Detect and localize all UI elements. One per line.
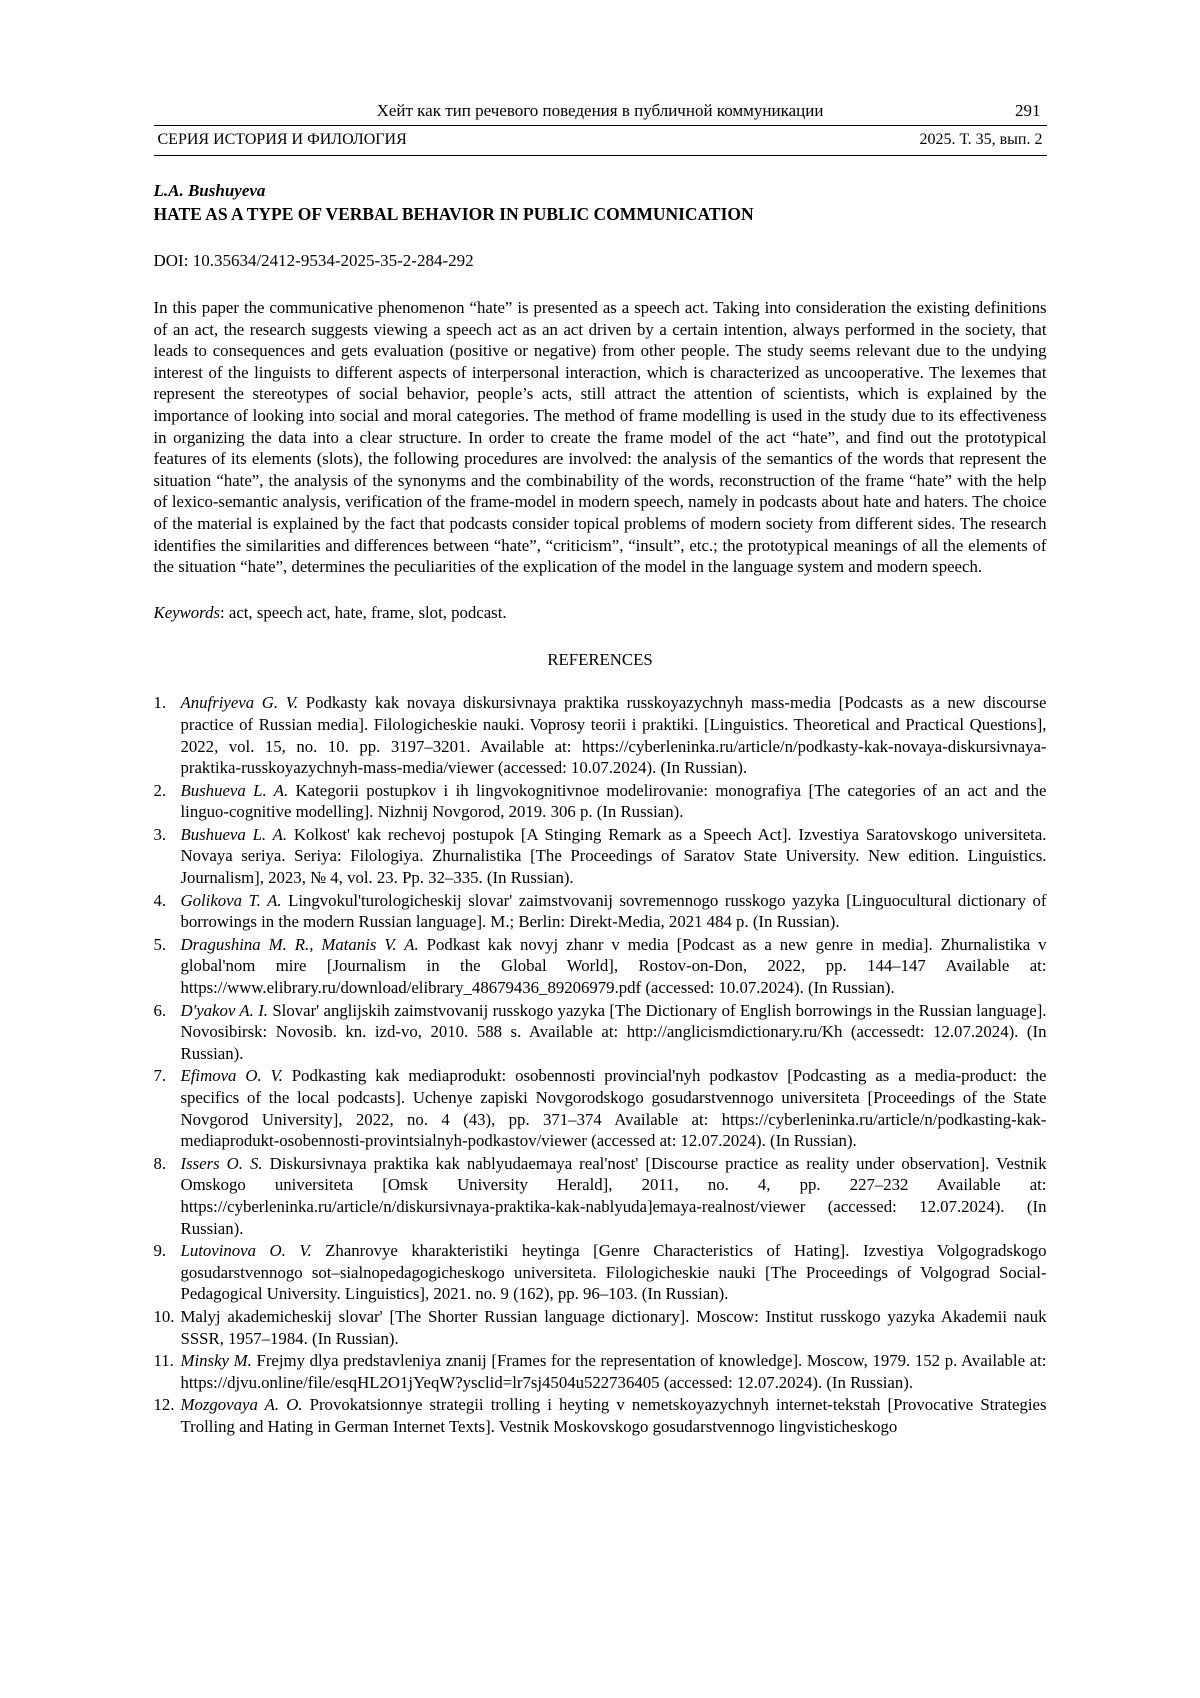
reference-item — [154, 1153, 1047, 1239]
reference-number: 5. — [153, 934, 167, 954]
reference-text: Diskursivnaya praktika kak nablyudaemaya real'nost' [Discourse practice as reality under observation]. Vestnik Omskogo universiteta [Omsk University Herald], 2011, no. 4, pp. 227–232 Available at: https://cyberleninka.ru/article/n/diskursivnaya-praktika-kak-nablyuda]emaya-realnost/viewer (accessed: 12.07.2024). (In Russian). — [180, 1153, 1047, 1238]
keywords-text: : act, speech act, hate, frame, slot, podcast. — [220, 602, 507, 622]
reference-text: Lingvokul'turologicheskij slovar' zaimstvovanij sovremennogo russkogo yazyka [Linguocultural dictionary of borrowings in the modern Russian language]. M.; Berlin: Direkt-Media, 2021 484 p. (In Russian). — [180, 890, 1047, 932]
reference-number: 12. — [153, 1395, 175, 1415]
reference-item — [154, 1240, 1047, 1305]
reference-number: 9. — [153, 1241, 167, 1261]
running-title: Хейт как тип речевого поведения в публичной коммуникации — [376, 101, 824, 120]
reference-text: Malyj akademicheskij slovar' [The Shorter Russian language dictionary]. Moscow: Institut russkogo yazyka Akademii nauk SSSR, 1957–1984. (In Russian). — [180, 1306, 1047, 1348]
reference-text: Frejmy dlya predstavleniya znanij [Frames for the representation of knowledge]. Moscow, 1979. 152 p. Available at: https://djvu.online/file/esqHL2O1jYeqW?ysclid=lr7sj4504u522736405 (accessed: 12.07.2024). (In Russian). — [180, 1351, 1047, 1392]
reference-text: Podkast kak novyj zhanr v media [Podcast as a new genre in media]. Zhurnalistika v global'nom mire [Journalism in the Global World], Rostov-on-Don, 2022, pp. 144–147 Available at: https://www.elibrary.ru/download/elibrary_48679436_89206979.pdf (accessed: 10.07.2024). (In Russian). — [180, 934, 1047, 998]
reference-authors: Anufriyeva G. V. — [180, 693, 299, 713]
reference-number: 1. — [153, 693, 167, 713]
reference-authors: Golikova T. A. — [180, 890, 282, 910]
reference-text: Slovar' anglijskih zaimstvovanij russkogo yazyka [The Dictionary of English borrowings in the Russian language]. Novosibirsk: Novosib. kn. izd-vo, 2010. 588 s. Available at: http://anglicismdictionary.ru/Kh (accessedt: 12.07.2024). (In Russian). — [180, 1000, 1047, 1063]
reference-authors: Issers O. S. — [180, 1153, 263, 1173]
reference-authors: Dragushina M. R., Matanis V. A. — [180, 934, 419, 954]
reference-text: Zhanrovye kharakteristiki heytinga [Genre Characteristics of Hating]. Izvestiya Volgogradskogo gosudarstvennogo sot–sialnopedagogicheskogo universiteta. Filologicheskie nauki [The Proceedings of Volgograd Social-Pedagogical University. Linguistics], 2021. no. 9 (162), pp. 96–103. (In Russian). — [180, 1241, 1047, 1304]
reference-authors: Minsky M. — [180, 1351, 252, 1371]
reference-item — [154, 890, 1047, 933]
reference-item — [154, 824, 1047, 889]
reference-item — [154, 934, 1047, 999]
keywords-line — [154, 602, 1047, 624]
reference-number: 11. — [153, 1351, 174, 1371]
reference-item — [154, 1065, 1047, 1151]
reference-text: Kategorii postupkov i ih lingvokognitivnoe modelirovanie: monografiya [The categories of an act and the linguo-cognitive modelling]. Nizhnij Novgorod, 2019. 306 p. (In Russian). — [180, 780, 1047, 822]
reference-text: Kolkost' kak rechevoj postupok [A Stinging Remark as a Speech Act]. Izvestiya Saratovskogo universiteta. Novaya seriya. Seriya: Filologiya. Zhurnalistika [The Proceedings of Saratov State University. New edition. Linguistics. Journalism], 2023, № 4, vol. 23. Pp. 32–335. (In Russian). — [180, 824, 1047, 888]
reference-number: 4. — [153, 890, 167, 910]
reference-authors: Bushueva L. A. — [180, 824, 288, 844]
series-row — [154, 126, 1047, 156]
article-author: L.A. Bushuyeva — [153, 181, 266, 200]
references-list — [154, 692, 1047, 1437]
reference-number: 2. — [153, 780, 167, 800]
abstract-paragraph: In this paper the communicative phenomenon “hate” is presented as a speech act. Taking into consideration the existing definitions of an act, the research suggests viewing a speech act as an act driven by a certain intention, always performed in the society, that leads to consequences and gets evaluation (positive or negative) from other people. The study seems relevant due to the undying interest of the linguists to different aspects of interpersonal interaction, which is characterized as uncooperative. The lexemes that represent the stereotypes of social behavior, people’s acts, still attract the attention of scientists, which is explained by the importance of looking into social and moral categories. The method of frame modelling is used in the study due to its effectiveness in organizing the data into a clear structure. In order to create the frame model of the act “hate”, and find out the prototypical features of its elements (slots), the following procedures are involved: the analysis of the semantics of the words that represent the situation “hate”, the analysis of the synonyms and the combinability of the words, reconstruction of the frame “hate” with the help of lexico-semantic analysis, verification of the frame-model in modern speech, namely in podcasts about hate and haters. The choice of the material is explained by the fact that podcasts consider topical problems of modern society from different sides. The research identifies the similarities and differences between “hate”, “criticism”, “insult”, etc.; the prototypical meanings of all the elements of the situation “hate”, determines the peculiarities of the explication of the model in the language system and modern speech. — [153, 298, 1047, 577]
series-name: СЕРИЯ ИСТОРИЯ И ФИЛОЛОГИЯ — [157, 131, 407, 148]
reference-text: Podkasting kak mediaprodukt: osobennosti provincial'nyh podkastov [Podcasting as a media-product: the specifics of the local podcasts]. Uchenye zapiski Novgorodskogo gosudarstvennogo universiteta [Proceedings of the State Novgorod University], 2022, no. 4 (43), pp. 371–374 Available at: https://cyberleninka.ru/article/n/podkasting-kak-mediaprodukt-osobennosti-provintsialnyh-podkastov/viewer (accessed at: 12.07.2024). (In Russian). — [180, 1066, 1047, 1151]
issue-info: 2025. Т. 35, вып. 2 — [919, 131, 1043, 148]
reference-item — [154, 1350, 1047, 1393]
article-doi: DOI: 10.35634/2412-9534-2025-35-2-284-292 — [153, 251, 474, 270]
reference-number: 3. — [153, 824, 167, 844]
reference-text: Provokatsionnye strategii trolling i heyting v nemetskoyazychnyh internet-tekstah [Provocative Strategies Trolling and Hating in German Internet Texts]. Vestnik Moskovskogo gosudarstvennogo lingvisticheskogo — [180, 1395, 1047, 1436]
reference-authors: Lutovinova O. V. — [180, 1241, 312, 1261]
running-head — [154, 100, 1047, 126]
reference-authors: Bushueva L. A. — [180, 780, 289, 800]
page-number: 291 — [1015, 101, 1041, 120]
reference-item — [154, 780, 1047, 823]
reference-number: 6. — [153, 1000, 167, 1020]
reference-item — [154, 1000, 1047, 1065]
reference-item — [154, 692, 1047, 778]
reference-item — [154, 1394, 1047, 1437]
reference-authors: Efimova O. V. — [180, 1066, 283, 1086]
reference-item — [154, 1306, 1047, 1349]
reference-number: 7. — [153, 1066, 167, 1086]
reference-number: 10. — [153, 1306, 175, 1326]
reference-authors: Mozgovaya A. O. — [180, 1395, 303, 1415]
reference-text: Podkasty kak novaya diskursivnaya praktika russkoyazychnyh mass-media [Podcasts as a new discourse practice of Russian media]. Filologicheskie nauki. Voprosy teorii i praktiki. [Linguistics. Theoretical and Practical Questions], 2022, vol. 15, no. 10. pp. 3197–3201. Available at: https://cyberleninka.ru/article/n/podkasty-kak-novaya-diskursivnaya-praktika-russkoyazychnyh-mass-media/viewer (accessed: 10.07.2024). (In Russian). — [180, 693, 1047, 778]
reference-authors: D'yakov A. I. — [180, 1000, 268, 1020]
reference-number: 8. — [153, 1153, 167, 1173]
keywords-label: Keywords — [153, 602, 221, 622]
article-title: HATE AS A TYPE OF VERBAL BEHAVIOR IN PUBLIC COMMUNICATION — [153, 204, 754, 224]
journal-page — [154, 0, 1047, 1499]
references-heading: REFERENCES — [547, 650, 653, 670]
